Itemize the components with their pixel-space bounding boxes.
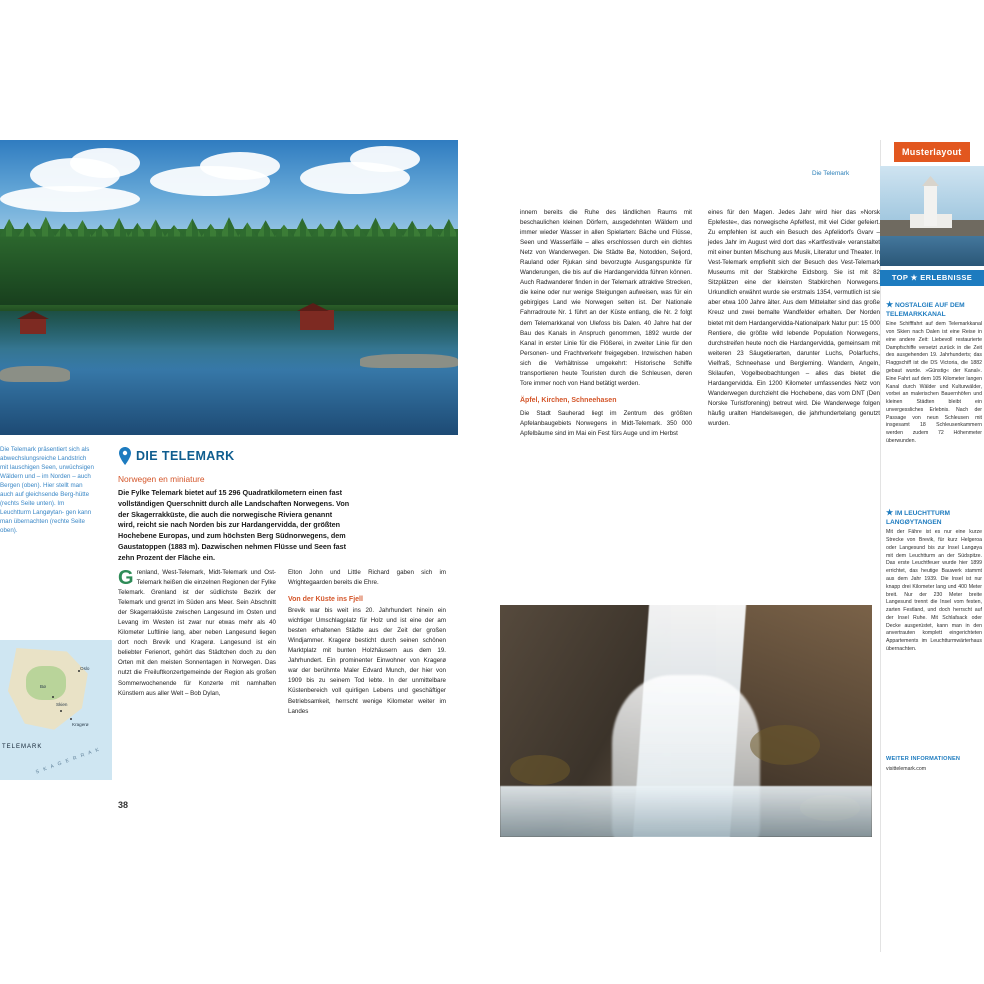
body-column-3 — [520, 208, 692, 439]
map-region-highlight — [26, 666, 66, 700]
top-experiences-band: TOP ★ ERLEBNISSE — [880, 270, 984, 286]
star-icon: ★ — [886, 508, 894, 517]
page-number: 38 — [118, 800, 129, 810]
page-title: DIE TELEMARK — [136, 449, 235, 463]
photo-rock — [360, 354, 458, 368]
waterfall-photograph — [500, 605, 872, 837]
left-page — [0, 0, 470, 984]
photo-forest — [0, 229, 458, 312]
photo-rock — [0, 366, 70, 382]
lede-paragraph: Die Fylke Telemark bietet auf 15 296 Quadratkilometern einen fast vollständigen Querschnitt durch alle Landschaften Norwegens. Von der Skagerrakküste, die auch die norwegische Riviera genannt wird, reicht sie nach Norden bis zur Hardangervidda, der größten Hochebene Europas, und zum höchsten Berg Südnorwegens, dem Gaustatoppen (1883 m). Dazwischen nehmen Flüsse und Seen fast zehn Prozent der Fläche ein. — [118, 488, 350, 562]
lighthouse-photograph — [880, 166, 984, 266]
subheading: Äpfel, Kirchen, Schneehasen — [520, 396, 617, 404]
running-head: Die Telemark — [812, 170, 850, 177]
sidebar-tip-body: Mit der Fähre ist es nur eine kurze Strecke von Brevik, für kurz Helgeroa oder Langesund bis zur Insel Langøya mit dem Leuchtturm an der Südspitze. Das erste Leuchtfeuer wurde hier 1899 errichtet, das heutige Bauwerk stammt aus dem Jahr 1939. Die Insel ist nur knapp drei Kilometer lang und 400 Meter breit. Nur der 230 Meter breite Langesund trennt die Insel vom festen, zarten Festland, und doch herrscht auf der Insel Ruhe. Mit Schlafsack oder Decke ausgerüstet, kann man in den anvertrauten komplett eingerichteten Appartements im Leuchtturmwärterhaus übernachten. — [886, 529, 982, 653]
locator-map — [0, 640, 112, 780]
body-text: renland, West-Telemark, Midt-Telemark und Ost-Telemark heißen die einzelnen Regionen der Fylke Telemark. Grenland ist der südlichste Bezirk der Telemark und grenzt im Süden ans Meer. Sein Abschnitt der Skagerrakküste zwischen Langesund im Osten und Levang im Westen ist zwar nur etwas mehr als 40 Kilometer Luftlinie lang, aber neben Langesund liegen dort noch Brevik und Kragerø. Langesund ist ein beliebter Ferienort, gehört das Städtchen doch zu den Orten mit den meisten Sonnentagen in Norwegen. Das nutzt die Freiluftkonzertgemeinde der Region als großen Sommerwochenende für Konzerte mit namhaften Künstlern aus aller Welt – Bob Dylan, — [118, 569, 276, 697]
photo-lighthouse-tower — [924, 184, 937, 226]
hero-caption: Die Telemark präsentiert sich als abwechslungsreiche Landstrich mit lauschigen Seen, urwüchsigen Wäldern und – im Norden – auch Bergen (oben). Hier stellt man auch auf gleichsende Berg-hütte (rechts Seite unten). Im Leuchtturm Langøytan- gen kann man übernachten (rechte Seite oben). — [0, 446, 94, 534]
map-label: Kragerø — [72, 722, 89, 727]
body-text: Brevik war bis weit ins 20. Jahrhundert hinein ein wichtiger Umschlagplatz für Holz und ist eine der am besten erhaltenen Städte aus der Zeit der großen Windjammer. Kragerø besticht durch seinen schönen Marktplatz mit bunten Holzhäusern aus dem 19. Jahrhundert. Ein prominenter Einwohner von Kragerø war der berühmte Maler Edvard Munch, der hier von 1909 bis zu seinem Tod lebte. In der unmittelbare Küstenbereich voll quirligen Lebens und geschäftiger Betriebsamkeit, herrscht wenige Kilometer weiter im Landes — [288, 607, 446, 715]
sidebar-tip-title: ★ IM LEUCHTTURM LANGØYTANGEN — [886, 508, 950, 526]
map-label: Bø — [40, 684, 46, 689]
further-info-heading: WEITER INFORMATIONEN — [886, 756, 961, 762]
body-text: innern bereits die Ruhe des ländlichen Raums mit beschaulichen kleinen Dörfern, ausgedehnten Wäldern und immer wieder Wasser in allen Spielarten: Bäche und Flüsse, Seen und Wasserfälle – alles erschlossen durch ein dichtes Netz von Wanderwegen. Die Städte Bø, Notodden, Seljord, Rauland oder Rjukan sind bevorzugte Ausgangspunkte für Wanderungen, die bis auf die Hardangervidda führen können. Auch Radwanderer finden in der Telemark attraktive Strecken, die keine oder nur wenige Steigungen aufweisen, was für ein gebirgiges Land wie Norwegen selten ist. Der Nationale Fahrradroute Nr. 1 führt an der Küste entlang, die Nr. 2 folgt dem Telemarkkanal von Ulefoss bis Dalen. 40 Jahre hat der Bau des Kanals in Anspruch genommen, 1892 wurde der Kanal in erster Linie für die Flößerei, in zweiter Linie für den Personen- und Frachtverkehr freigegeben. Inzwischen haben sich die Verhältnisse umgekehrt: Historische Schiffe transportieren heute Touristen durch die Schleusen, deren Tore immer noch von Hand betätigt werden. — [520, 209, 692, 387]
map-title: TELEMARK — [2, 744, 43, 750]
photo-cabin — [300, 310, 334, 330]
body-text: Die Stadt Sauherad liegt im Zentrum des größten Apfelanbaugebiets Norwegens in Midt-Telemark. 350 000 Apfelbäume sind im Mai ein Fest fürs Auge und im Herbst — [520, 410, 692, 438]
photo-pool — [500, 786, 872, 837]
map-sea-label: S K A G E R R A K — [35, 746, 102, 776]
map-label: Oslo — [80, 666, 90, 671]
subheading: Von der Küste ins Fjell — [288, 596, 363, 604]
map-pin-icon — [118, 447, 132, 465]
hero-photograph-lake — [0, 140, 458, 435]
sidebar-tip — [886, 508, 982, 654]
sidebar-tip-body: Eine Schifffahrt auf dem Telemarkkanal von Skien nach Dalen ist eine Reise in eine andere Zeit: Liebevoll restaurierte Dampfschiffe versetzt zurück in die Zeit des ausgehenden 19. Jahrhunderts; das Flaggschiff ist die DS Victoria, die 1882 gebaut wurde. »Günstig« der Kanal«. Eine Fahrt auf dem 105 Kilometer langen Kanal durch Wälder und Kulturwälder, vorbei an malerischen Bauernhöfen und kleinen Städten bleibt ein unvergessliches Erlebnis. Nach der Passage von neun Schleusen mit insgesamt 18 Schleusenkammern werden zudem 72 Höhenmeter überwunden. — [886, 321, 982, 445]
sidebar-tip-title: ★ NOSTALGIE AUF DEM TELEMARKKANAL — [886, 300, 965, 318]
section-subtitle: Norwegen en miniature — [118, 474, 205, 484]
star-icon: ★ — [886, 300, 894, 309]
body-column-4 — [708, 208, 880, 429]
layout-sample-tab: Musterlayout — [894, 142, 970, 162]
body-text: eines für den Magen. Jedes Jahr wird hier das »Norsk Eplefeste«, das norwegische Apfelfest, mit viel Cider gefeiert. Zu empfehlen ist auch ein Besuch des Apfelidorfs Gvarv – jedes Jahr im August wird dort das »Kartfestival« veranstaltet mit einer bunten Mischung aus Musik, Literatur und Theater. In Vest-Telemark empfiehlt sich der Besuch des Vest-Telemark Museums mit der Stabkirche Eidsborg. Sie ist mit 82 Sitzplätzen eine der kleinsten Stabkirchen Norwegens. Urkundlich erwähnt wurde sie erstmals 1354, vermutlich ist sie aber etwa 100 Jahre älter. Aus dem Mittelalter sind das große Kreuz und zwei bemalte Wandfelder erhalten. Der Norden bietet mit dem Hardangervidda-Nationalpark Natur pur: 15 000 Rentiere, die größte wild lebende Population Norwegens, durchstreifen heute noch die Hardangervidda, gemeinsam mit weiteren 23 Säugetierarten, darunter Luchs, Polarfuchs, Vielfraß, Schneehase und Bergleming. Wandern, Angeln, Skilaufen, Vogelbeobachtungen – alles das bietet die Hardangervidda. Ein 1200 Kilometer umfassendes Netz von Wanderwegen durchzieht die Hochebene, das vom DNT (Den Norske Turistforening) betreut wird. Die Wanderwege folgen häufig uralten Handelswegen, die jahrhundertelang genutzt wurden. — [708, 209, 880, 427]
further-info-text: visittelemark.com — [886, 766, 927, 772]
photo-cabin — [20, 318, 46, 334]
body-column-2 — [288, 568, 446, 717]
body-column-1 — [118, 568, 276, 699]
map-label: Skien — [56, 702, 68, 707]
sidebar-tip — [886, 300, 982, 446]
body-text: Elton John und Little Richard gaben sich im Wrightegaarden bereits die Ehre. — [288, 569, 446, 587]
drop-cap: G — [118, 567, 134, 589]
